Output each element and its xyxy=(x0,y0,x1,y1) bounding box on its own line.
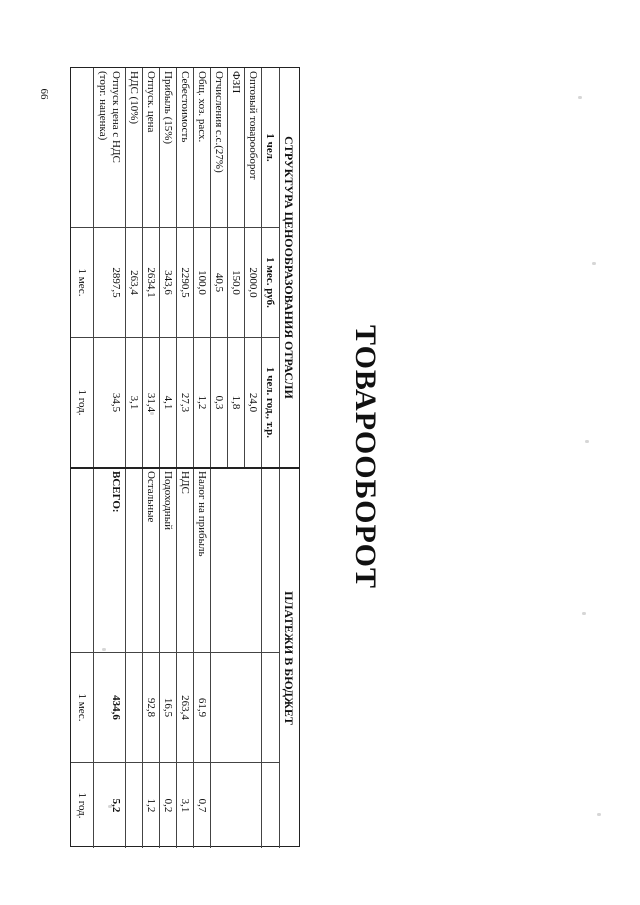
structure-row-month: 2000,0 xyxy=(244,228,261,338)
structure-row-month: 2290,5 xyxy=(176,228,193,338)
structure-footer-year: 1 год. xyxy=(71,338,93,468)
scan-speck xyxy=(582,612,586,615)
scan-speck xyxy=(578,96,582,99)
structure-row-year: 34,5 xyxy=(93,338,125,468)
payment-row-month: 16,5 xyxy=(159,653,176,763)
structure-row-year: 1,8 xyxy=(227,338,244,468)
structure-row-label: Отпуск цена с НДС xyxy=(110,71,122,163)
structure-row-label: Общ. хоз. расх. xyxy=(193,68,210,228)
scan-speck xyxy=(585,440,589,443)
payment-row-month: 263,4 xyxy=(176,653,193,763)
payments-heading: ПЛАТЕЖИ В БЮДЖЕТ xyxy=(279,468,299,848)
payment-row-label: Остальные xyxy=(142,468,159,653)
empty-cell xyxy=(261,468,279,653)
empty-cell xyxy=(261,763,279,848)
payment-total-year: 5,2 xyxy=(93,763,125,848)
empty-cell xyxy=(210,468,261,653)
structure-row-month: 150,0 xyxy=(227,228,244,338)
structure-row-year: 1,2 xyxy=(193,338,210,468)
payment-total-month: 434,6 xyxy=(93,653,125,763)
empty-cell xyxy=(210,653,261,763)
section-divider xyxy=(71,467,299,469)
payments-footer-year: 1 год. xyxy=(76,792,88,819)
empty-cell xyxy=(125,653,142,763)
payment-row-year: 1,2 xyxy=(142,763,159,848)
scan-speck xyxy=(592,262,596,265)
page-number: 66 xyxy=(38,88,50,100)
structure-row-label: ФЗП xyxy=(227,68,244,228)
scan-speck xyxy=(597,813,601,816)
structure-row-label: Прибыль (15%) xyxy=(159,68,176,228)
empty-cell xyxy=(71,68,93,228)
structure-heading: СТРУКТУРА ЦЕНООБРАЗОВАНИЯ ОТРАСЛИ xyxy=(279,68,299,468)
empty-cell xyxy=(210,763,261,848)
col-header-month: 1 мес. руб. xyxy=(261,228,279,338)
payment-row-year: 0,7 xyxy=(193,763,210,848)
structure-row-year: 0,3 xyxy=(210,338,227,468)
empty-cell xyxy=(71,468,93,653)
structure-row-label: Отчисления с.с.(27%) xyxy=(210,68,227,228)
payment-row-month: 61,9 xyxy=(193,653,210,763)
structure-row-label-multiline xyxy=(93,68,125,228)
structure-row-month: 343,6 xyxy=(159,228,176,338)
payment-row-month: 92,8 xyxy=(142,653,159,763)
structure-row-year: 3,1 xyxy=(125,338,142,468)
structure-row-month: 100,0 xyxy=(193,228,210,338)
structure-row-month: 2897,5 xyxy=(93,228,125,338)
structure-row-month: 2634,1 xyxy=(142,228,159,338)
payments-footer-month: 1 мес. xyxy=(71,653,93,763)
structure-row-label: НДС (10%) xyxy=(125,68,142,228)
structure-row-year: 27,3 xyxy=(176,338,193,468)
payment-total-label: ВСЕГО: xyxy=(93,468,125,653)
payment-row-year: 3,1 xyxy=(176,763,193,848)
structure-row-label: Отпуск. цена xyxy=(142,68,159,228)
page-title: ТОВАРООБОРОТ xyxy=(349,324,382,589)
structure-row-year: 4,1 xyxy=(159,338,176,468)
structure-row-label: Себестоимость xyxy=(176,68,193,228)
empty-cell xyxy=(125,763,142,848)
payment-row-year: 0,2 xyxy=(159,763,176,848)
structure-row-label: Оптовый товарооборот xyxy=(244,68,261,228)
empty-cell xyxy=(261,653,279,763)
rotated-page-content xyxy=(40,67,440,847)
structure-row-month: 263,4 xyxy=(125,228,142,338)
payment-row-label: Подоходный xyxy=(159,468,176,653)
structure-footer-month: 1 мес. xyxy=(71,228,93,338)
structure-row-month: 40,5 xyxy=(210,228,227,338)
structure-row-label-sub: (торг. наценка) xyxy=(97,71,109,141)
pricing-table xyxy=(70,67,300,847)
payment-row-label: НДС xyxy=(176,468,193,653)
col-header-year: 1 чел. год., т.р. xyxy=(261,338,279,468)
col-header-person: 1 чел. xyxy=(261,68,279,228)
empty-cell xyxy=(125,468,142,653)
payment-row-label: Налог на прибыль xyxy=(193,468,210,653)
structure-row-year: 31,4 xyxy=(142,338,159,468)
structure-row-year: 24,0 xyxy=(244,338,261,468)
